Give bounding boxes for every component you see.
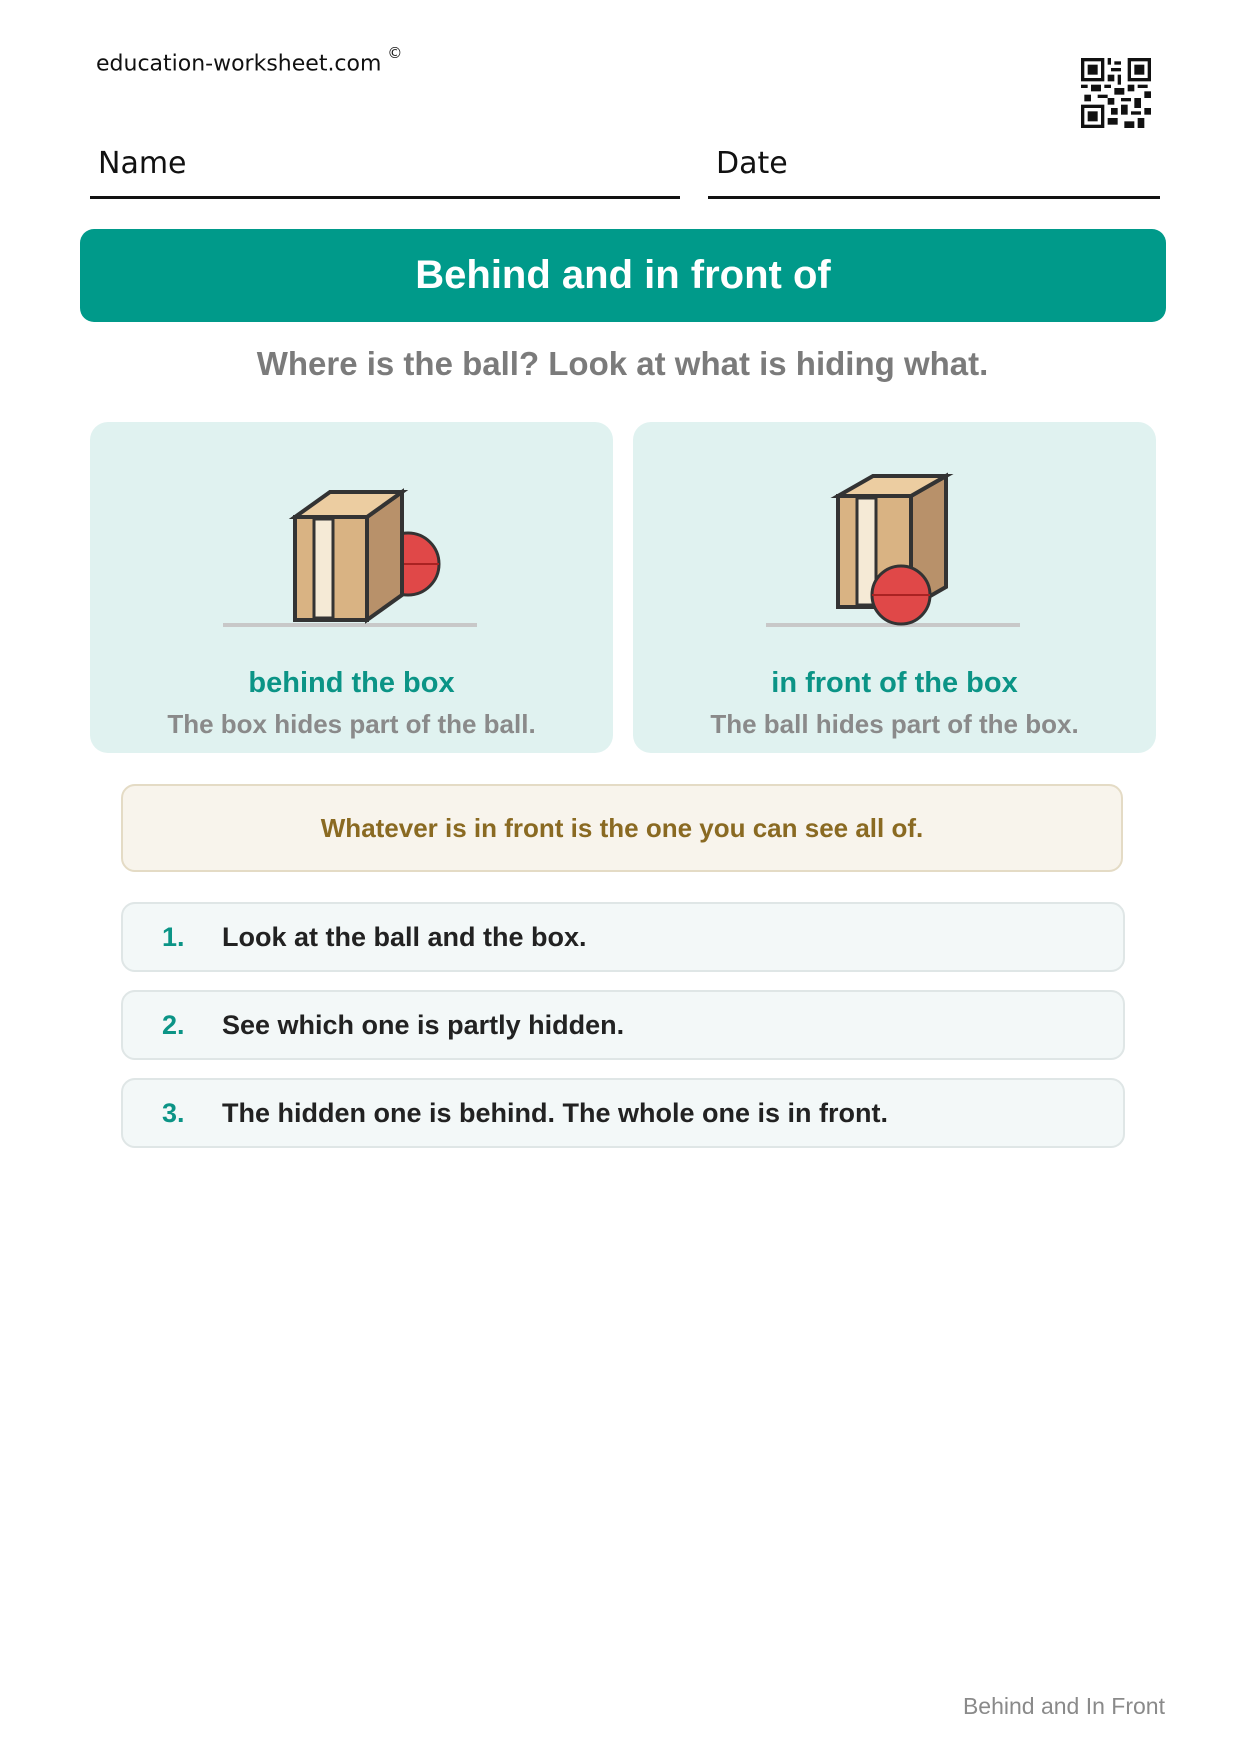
- step-text: Look at the ball and the box.: [222, 922, 587, 952]
- step-item-2: [121, 990, 1125, 1060]
- box-stripe: [314, 519, 333, 618]
- step-number: 1.: [162, 922, 185, 952]
- step-item-1: [121, 902, 1125, 972]
- card-in-front: [633, 422, 1156, 753]
- step-text: See which one is partly hidden.: [222, 1010, 625, 1040]
- step-item-3: [121, 1078, 1125, 1148]
- ball-in-front-of-box-illustration: [633, 422, 1156, 662]
- site-url: education-worksheet.com: [96, 51, 382, 77]
- subtitle: Where is the ball? Look at what is hiding what.: [256, 345, 989, 382]
- card-label-behind: behind the box: [248, 667, 455, 699]
- card-desc-in-front: The ball hides part of the box.: [710, 709, 1079, 739]
- card-behind: [90, 422, 613, 753]
- copyright-mark: ©: [387, 44, 403, 62]
- name-label: Name: [98, 146, 187, 181]
- step-number: 2.: [162, 1010, 185, 1040]
- card-label-in-front: in front of the box: [771, 667, 1018, 699]
- ball-behind-box-illustration: [90, 422, 613, 662]
- title-banner: [80, 229, 1166, 322]
- date-label: Date: [716, 146, 788, 181]
- date-field[interactable]: [708, 140, 1160, 199]
- step-text: The hidden one is behind. The whole one is in front.: [222, 1098, 889, 1128]
- site-name: [96, 44, 403, 77]
- page-title: Behind and in front of: [415, 253, 831, 297]
- footer-title: Behind and In Front: [962, 1693, 1165, 1719]
- tip-box: Whatever is in front is the one you can see all of.: [121, 784, 1123, 872]
- qr-code-icon: [1081, 58, 1151, 128]
- name-field[interactable]: [90, 140, 680, 199]
- step-number: 3.: [162, 1098, 185, 1128]
- card-desc-behind: The box hides part of the ball.: [167, 709, 536, 739]
